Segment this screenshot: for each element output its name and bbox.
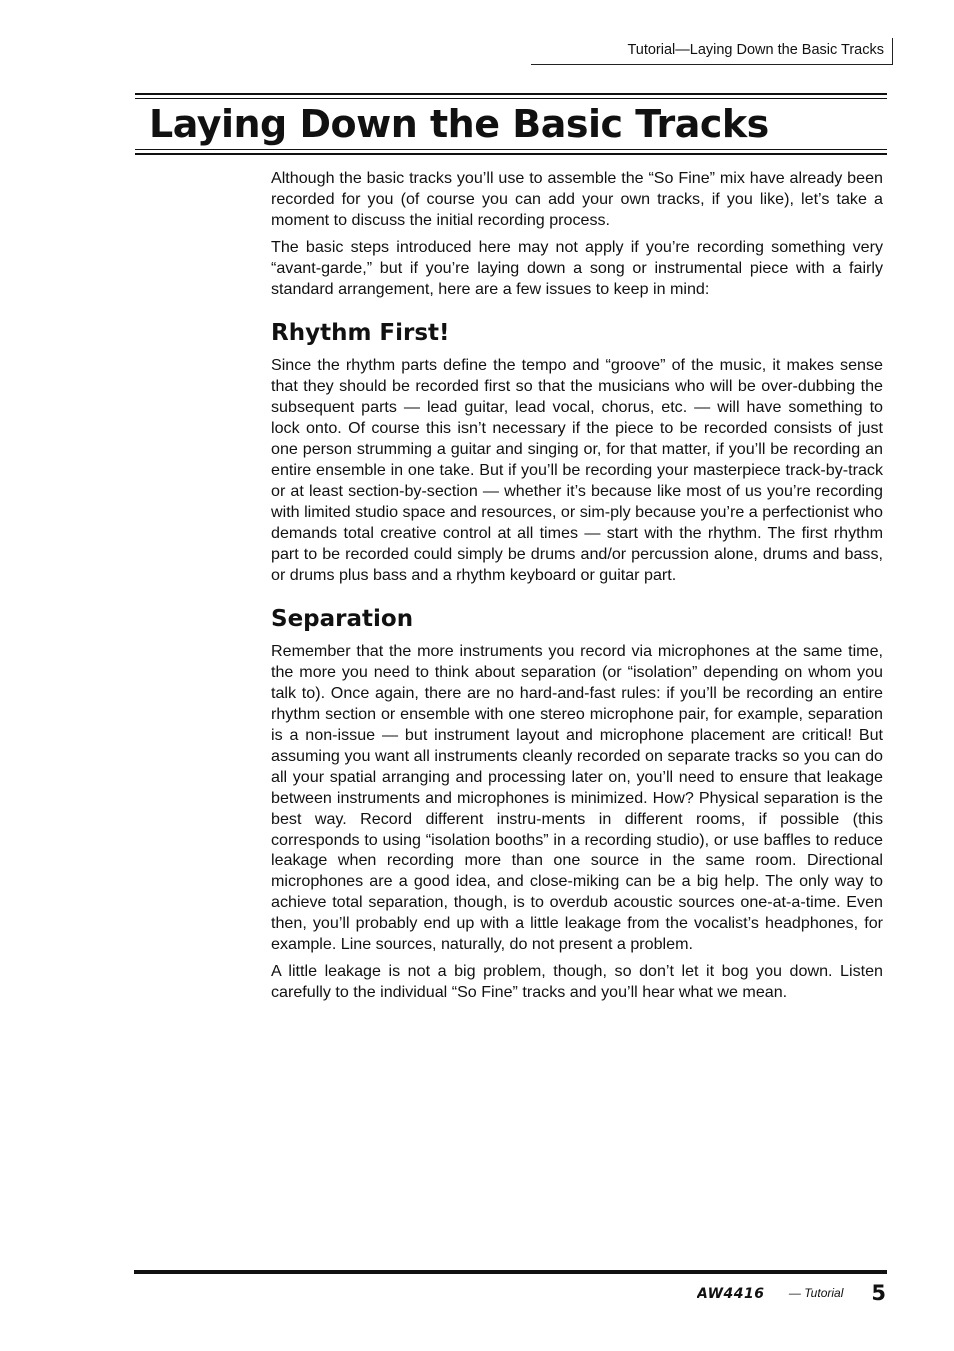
intro-paragraph: Although the basic tracks you’ll use to assemble the “So Fine” mix have already been recorded for you (of course you can add your own tracks, if you like), let’s take a moment to discuss the initial recording process. (271, 169, 883, 229)
section-heading-separation: Separation (271, 606, 414, 633)
intro-paragraph: The basic steps introduced here may not apply if you’re recording something very “avant-garde,” but if you’re laying down a song or instrumental piece with a fairly standard arrangement, here are a few issues to keep in mind: (271, 237, 883, 298)
page-number: 5 (871, 1281, 886, 1305)
running-header-title: Tutorial—Laying Down the Basic Tracks (627, 42, 884, 58)
section-paragraph: A little leakage is not a big problem, though, so don’t let it bog you down. Listen carefully to the individual “So Fine” tracks and you’ll hear what we mean. (271, 962, 883, 1001)
title-rule-bottom-thin (135, 149, 887, 150)
footer-subtitle: — Tutorial (788, 1286, 844, 1300)
running-header (531, 38, 893, 65)
aw4416-logo (697, 1286, 783, 1300)
section-paragraph: Remember that the more instruments you record via microphones at the same time, the more you need to think about separation (or “isolation” depending on whom you talk to). Once again, there are no hard-and-fast rules: if you’ll be recording an entire rhythm section or ensemble with one stereo microphone pair, for example, separation is a non-issue — but instrument layout and microphone placement are critical! But assuming you want all instruments cleanly recorded on separate tracks so you can do all your spatial arranging and processing later on, you’ll need to ensure that leakage between instruments and microphones is minimized. How? Physical separation is the best way. Record different instru-ments in different rooms, if possible (this corresponds to using “isolation booths” in a recording studio), or use baffles to reduce leakage when recording more than one source in the same room. Directional microphones are a good idea, and close-miking can be a big help. The only way to achieve total separation, though, is to overdub acoustic sources one-at-a-time. Even then, you’ll probably end up with a little leakage from the vocalist’s headphones, for example. Line sources, naturally, do not present a problem. (271, 642, 883, 954)
footer-rule (134, 1270, 887, 1274)
section-paragraph: Since the rhythm parts define the tempo and “groove” of the music, it makes sense that they should be recorded first so that the musicians who will be over-dubbing the subsequent parts — lead guitar, lead vocal, chorus, etc. — will have something to lock onto. Of course this isn’t necessary if the piece to be recorded consists of just one person strumming a guitar and singing or, for that matter, if you’ll be recording an entire ensemble in one take. But if you’ll be recording your masterpiece track-by-track or at least section-by-section — whether it’s because like most of us you’re recording with limited studio space and resources, or sim-ply because you’re a perfectionist who demands total creative control at all times — start with the rhythm. The first rhythm part to be recorded could simply be drums and/or percussion alone, drums and bass, or drums plus bass and a rhythm keyboard or guitar part. (271, 356, 883, 584)
page-footer (697, 1280, 886, 1306)
main-content (271, 168, 883, 1009)
title-rule-top (135, 93, 887, 95)
section-heading-rhythm-first: Rhythm First! (271, 320, 450, 347)
page-title: Laying Down the Basic Tracks (149, 102, 769, 146)
title-block (135, 93, 887, 155)
svg-text:AW4416: AW4416 (696, 1286, 765, 1300)
title-rule-bottom (135, 153, 887, 155)
